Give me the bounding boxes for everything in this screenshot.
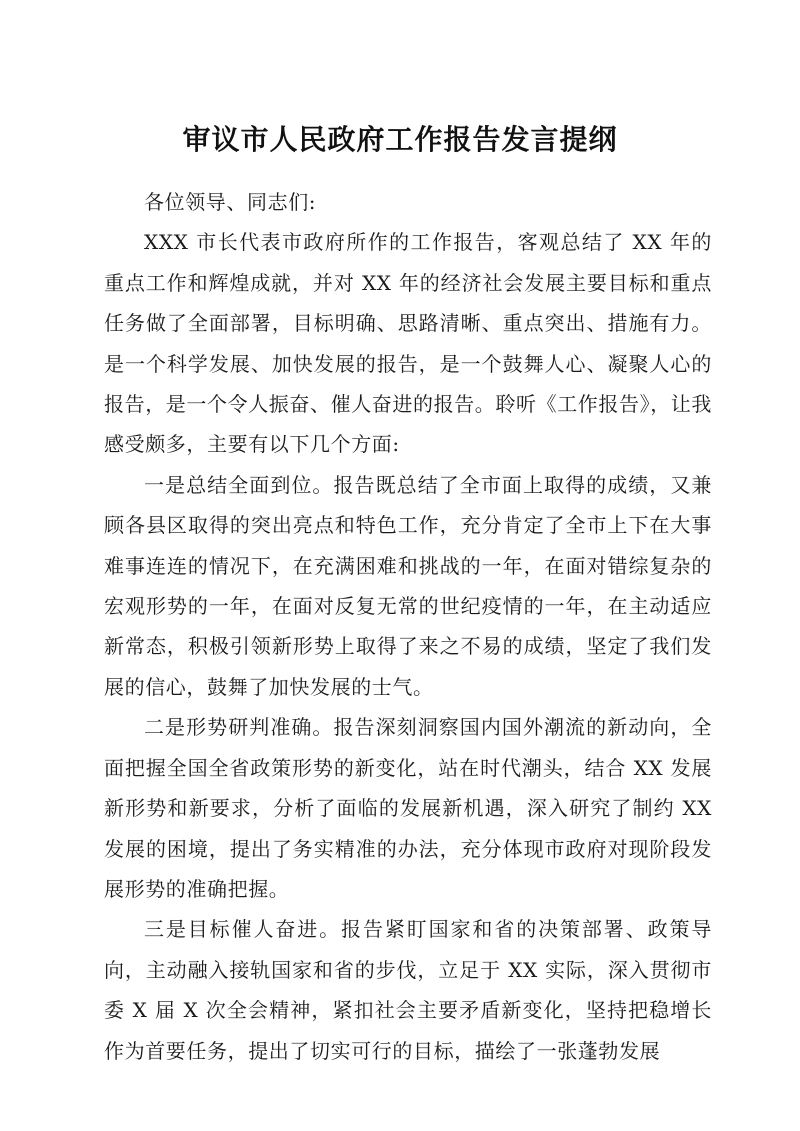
document-title: 审议市人民政府工作报告发言提纲 xyxy=(182,123,618,156)
greeting-paragraph: 各位领导、同志们: xyxy=(144,190,317,214)
body-paragraph: 二是形势研判准确。报告深刻洞察国内国外潮流的新动向，全面把握全国全省政策形势的新变化，站在时代潮头，结合 XX 发展新形势和新要求，分析了面临的发展新机遇，深入研究了制约 XX 发展的困境，提出了务实精准的办法，充分体现市政府对现阶段发展形势的准确把握。 xyxy=(104,715,712,901)
body-paragraph: 三是目标催人奋进。报告紧盯国家和省的决策部署、政策导向，主动融入接轨国家和省的步伐，立足于 XX 实际，深入贯彻市委 X 届 X 次全会精神，紧扣社会主要矛盾新变化，坚持把稳增长作为首要任务，提出了切实可行的目标，描绘了一张蓬勃发展 xyxy=(104,917,712,1063)
document-body xyxy=(104,182,712,1071)
body-paragraph: XXX 市长代表市政府所作的工作报告，客观总结了 XX 年的重点工作和辉煌成就，并对 XX 年的经济社会发展主要目标和重点任务做了全面部署，目标明确、思路清晰、重点突出、措施有力。是一个科学发展、加快发展的报告，是一个鼓舞人心、凝聚人心的报告，是一个令人振奋、催人奋进的报告。聆听《工作报告》，让我感受颇多，主要有以下几个方面: xyxy=(104,230,712,457)
body-paragraph: 一是总结全面到位。报告既总结了全市面上取得的成绩，又兼顾各县区取得的突出亮点和特色工作，充分肯定了全市上下在大事难事连连的情况下，在充满困难和挑战的一年，在面对错综复杂的宏观形势的一年，在面对反复无常的世纪疫情的一年，在主动适应新常态，积极引领新形势上取得了来之不易的成绩，坚定了我们发展的信心，鼓舞了加快发展的士气。 xyxy=(104,472,712,699)
